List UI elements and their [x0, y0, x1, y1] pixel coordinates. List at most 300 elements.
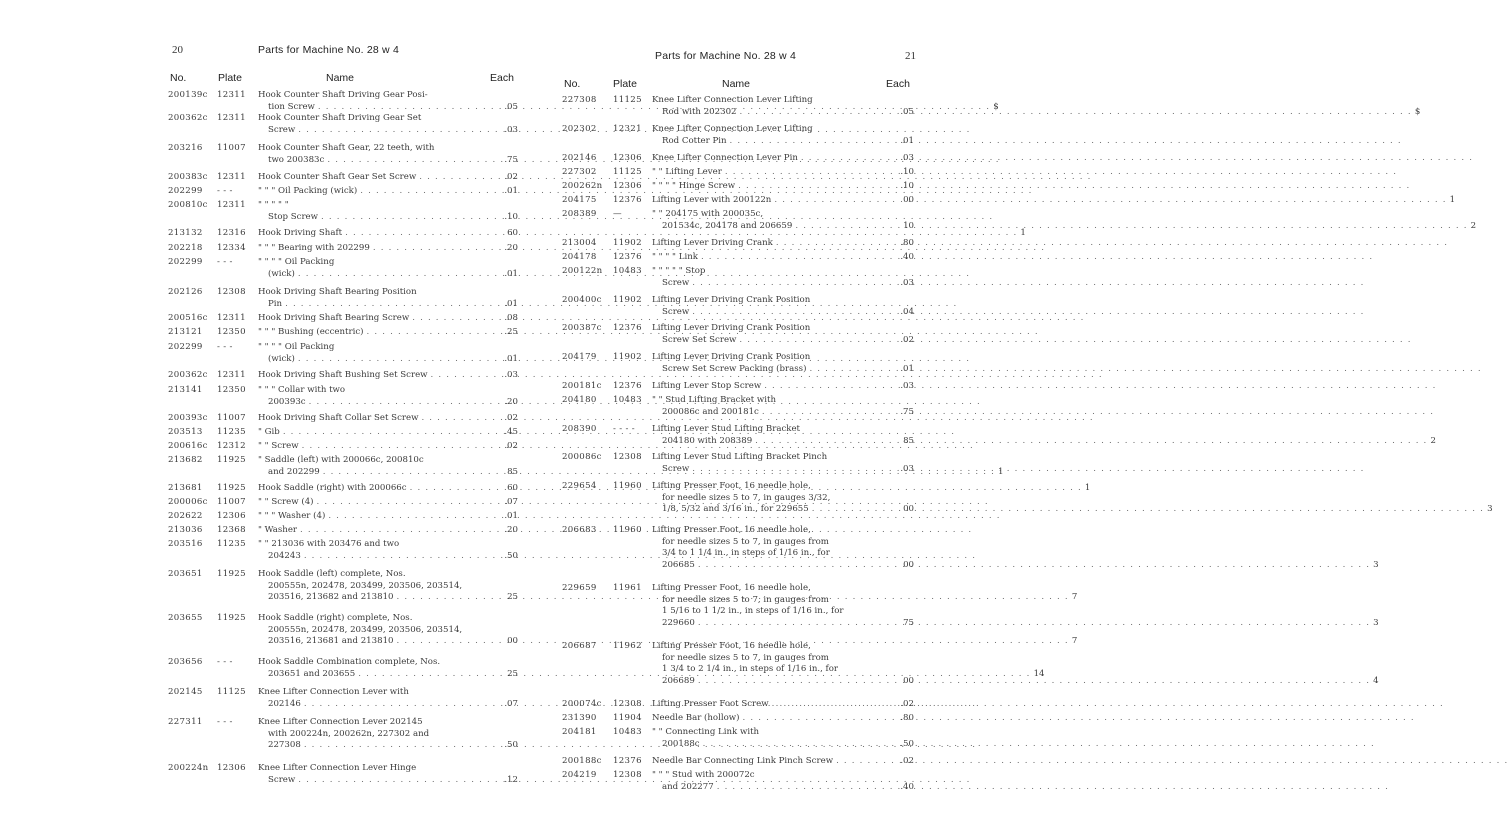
price-dollars: 1 — [1020, 228, 1026, 238]
part-name — [652, 195, 1456, 207]
part-name — [258, 687, 480, 710]
name-line — [652, 653, 884, 665]
name-line — [258, 569, 480, 581]
name-text: for needle sizes 5 to 7, in gauges 3/32, — [662, 492, 831, 503]
name-line — [258, 740, 480, 752]
name-text: Lifting Lever Driving Crank Position — [652, 352, 811, 362]
name-line — [652, 493, 884, 505]
price-each: 00 — [903, 675, 914, 686]
name-line — [258, 313, 480, 325]
name-text: Hook Saddle (right) with 200066c — [258, 483, 407, 493]
header-plate: Plate — [613, 78, 637, 90]
part-name — [652, 727, 884, 750]
name-line — [652, 407, 884, 419]
part-number: 202622 — [168, 511, 203, 521]
price-each: .02 — [900, 756, 914, 766]
leader-dots — [692, 278, 1364, 290]
price-dollars: 1 — [1084, 483, 1091, 493]
part-name — [258, 511, 480, 523]
price-each: .02 — [504, 413, 518, 423]
price-dollars: $ — [1414, 106, 1421, 117]
part-number: 203651 — [168, 569, 203, 579]
name-text: 1/8, 5/32 and 3/16 in., for 229655 — [662, 504, 809, 515]
part-number: 202146 — [562, 153, 597, 163]
name-line — [652, 537, 884, 549]
name-text: 227308 — [268, 740, 301, 751]
part-number: 200139c — [168, 90, 208, 100]
name-text: 204243 — [268, 550, 301, 561]
name-line — [652, 464, 884, 476]
name-line — [258, 763, 480, 775]
header-name: Name — [326, 72, 355, 84]
price-each: .03 — [900, 381, 914, 391]
part-number: 227308 — [562, 95, 597, 105]
name-text: Lifting Lever Stop Screw — [652, 381, 762, 391]
leader-dots — [701, 252, 1373, 264]
name-text: Knee Lifter Connection Lever Lifting — [652, 95, 813, 105]
part-number: 229659 — [562, 583, 597, 593]
name-line — [652, 395, 884, 407]
leader-dots — [740, 107, 1412, 119]
name-text: Hook Saddle Combination complete, Nos. — [258, 657, 441, 667]
name-line — [258, 455, 480, 467]
part-number: 200074c — [562, 699, 602, 709]
name-text: 201534c, 204178 and 206659 — [662, 220, 793, 231]
part-name — [652, 352, 884, 375]
part-number: 200400c — [562, 295, 602, 305]
plate-number: 11007 — [217, 497, 246, 507]
plate-number: 12376 — [613, 195, 642, 205]
name-text: Hook Driving Shaft Collar Set Screw — [258, 413, 419, 423]
name-text: " " Screw (4) — [258, 497, 314, 507]
leader-dots — [742, 713, 1414, 725]
page-number-right: 21 — [905, 50, 916, 62]
plate-number: 11007 — [217, 413, 246, 423]
part-number: 202299 — [168, 342, 203, 352]
name-line — [652, 136, 884, 148]
name-line — [652, 181, 884, 193]
price-each: 00 — [507, 636, 518, 647]
part-number: 204181 — [562, 727, 597, 737]
part-name — [652, 699, 884, 711]
price-each: 60 — [507, 483, 518, 493]
plate-number: 12350 — [217, 327, 246, 337]
leader-dots — [762, 407, 1434, 419]
name-text: Knee Lifter Connection Lever with — [258, 687, 409, 697]
leader-dots — [717, 782, 1389, 794]
plate-number: — — [613, 209, 622, 219]
plate-number: 11235 — [217, 427, 246, 437]
name-line — [652, 782, 884, 794]
name-text: " " " Bearing with 202299 — [258, 243, 370, 253]
name-line — [258, 539, 480, 551]
part-number: 200086c — [562, 452, 602, 462]
price-each: .80 — [900, 713, 914, 723]
name-line — [652, 641, 884, 653]
name-text: " " Lifting Lever — [652, 167, 722, 177]
name-line — [258, 155, 480, 167]
price-each: .08 — [504, 313, 518, 323]
leader-dots — [836, 756, 1508, 768]
plate-number: - - - — [217, 342, 233, 352]
plate-number: 12376 — [613, 323, 642, 333]
part-number: 203216 — [168, 143, 203, 153]
part-name — [258, 313, 480, 325]
part-number: 204179 — [562, 352, 597, 362]
price-each: .05 — [504, 101, 518, 112]
name-text: Hook Saddle (right) complete, Nos. — [258, 613, 413, 623]
name-text: Hook Driving Shaft Bearing Screw — [258, 313, 410, 323]
price-dollars: 4 — [1373, 675, 1379, 686]
part-number: 200616c — [168, 441, 208, 451]
name-line — [258, 581, 480, 593]
part-name — [652, 252, 884, 264]
part-number: 204219 — [562, 770, 597, 780]
part-name — [258, 342, 480, 365]
name-line — [258, 427, 480, 439]
plate-number: 12376 — [613, 756, 642, 766]
name-line — [258, 525, 480, 537]
part-name — [258, 200, 480, 223]
part-name — [258, 370, 480, 382]
name-text: Screw — [662, 306, 690, 317]
name-text: Lifting Presser Foot, 16 needle hole, — [652, 641, 811, 651]
leader-dots — [698, 618, 1370, 630]
part-number: 200387c — [562, 323, 602, 333]
part-number: 200262n — [562, 181, 603, 191]
price-each: .80 — [900, 238, 914, 248]
price-each: 25 — [507, 592, 518, 603]
name-text: 204180 with 208389 — [662, 435, 753, 446]
leader-dots — [739, 335, 1411, 347]
price-each: 75 — [903, 617, 914, 628]
name-line — [652, 364, 884, 376]
price-each: .03 — [504, 370, 518, 380]
name-line — [652, 278, 884, 290]
name-line — [258, 113, 480, 125]
price-each: .07 — [504, 698, 518, 709]
plate-number: 12306 — [217, 511, 246, 521]
name-text: Hook Counter Shaft Gear Set Screw — [258, 172, 417, 182]
price-each: .75 — [900, 406, 914, 417]
name-text: " " " " Link — [652, 252, 698, 262]
name-text: Screw — [268, 124, 296, 135]
plate-number: 11960 — [613, 481, 642, 491]
name-text: " " " Oil Packing (wick) — [258, 186, 358, 196]
plate-number: 11925 — [217, 483, 246, 493]
name-line — [258, 717, 480, 729]
name-line — [258, 212, 480, 224]
name-text: Lifting Presser Foot, 16 needle hole, — [652, 583, 811, 593]
plate-number: - - - — [217, 657, 233, 667]
price-each: .20 — [504, 396, 518, 407]
price-each: .40 — [900, 781, 914, 792]
part-number: 200006c — [168, 497, 208, 507]
part-number: 204175 — [562, 195, 597, 205]
name-line — [258, 200, 480, 212]
part-number: 213121 — [168, 327, 203, 337]
name-line — [652, 727, 884, 739]
part-number: 227311 — [168, 717, 203, 727]
plate-number: 11125 — [613, 167, 642, 177]
name-line — [258, 625, 480, 637]
part-number: 204180 — [562, 395, 597, 405]
part-name — [652, 124, 884, 147]
name-line — [258, 775, 480, 787]
plate-number: 12316 — [217, 228, 246, 238]
part-number: 202302 — [562, 124, 597, 134]
part-number: 200393c — [168, 413, 208, 423]
name-text: " Gib — [258, 427, 280, 437]
name-line — [258, 497, 480, 509]
name-line — [652, 252, 884, 264]
price-each: 00 — [903, 559, 914, 570]
price-each: .10 — [900, 167, 914, 177]
part-name — [258, 763, 480, 786]
plate-number: 11007 — [217, 143, 246, 153]
name-line — [258, 441, 480, 453]
name-text: 200086c and 200181c — [662, 406, 759, 417]
name-line — [258, 397, 480, 409]
name-line — [258, 511, 480, 523]
price-each: .02 — [900, 699, 914, 709]
part-number: 203513 — [168, 427, 203, 437]
name-line — [652, 583, 884, 595]
plate-number: 11902 — [613, 352, 642, 362]
price-each: .50 — [900, 738, 914, 749]
part-number: 200810c — [168, 200, 208, 210]
part-number: 202218 — [168, 243, 203, 253]
name-text: " " " Stud with 200072c — [652, 770, 755, 780]
price-each: .50 — [504, 550, 518, 561]
part-name — [652, 167, 884, 179]
name-text: and 202299 — [268, 466, 320, 477]
name-text: " " 213036 with 203476 and two — [258, 539, 400, 549]
plate-number: 11235 — [217, 539, 246, 549]
plate-number: 12334 — [217, 243, 246, 253]
plate-number: 12311 — [217, 313, 246, 323]
name-line — [652, 424, 884, 436]
name-line — [258, 327, 480, 339]
price-each: .10 — [900, 181, 914, 191]
plate-number: 12308 — [217, 287, 246, 297]
plate-number: 12376 — [613, 381, 642, 391]
name-text: Needle Bar (hollow) — [652, 713, 740, 723]
part-number: 200224n — [168, 763, 209, 773]
name-line — [652, 756, 884, 768]
plate-number: 12308 — [613, 699, 642, 709]
part-name — [258, 327, 480, 339]
name-text: and 202277 — [662, 781, 714, 792]
name-line — [258, 287, 480, 299]
name-text: Hook Driving Shaft Bushing Set Screw — [258, 370, 428, 380]
plate-number: 12306 — [613, 181, 642, 191]
header-no: No. — [170, 72, 187, 84]
name-text: for needle sizes 5 to 7, in gauges from — [662, 652, 829, 663]
name-line — [652, 525, 884, 537]
price-dollars: 3 — [1373, 617, 1379, 628]
price-each: .50 — [504, 740, 518, 751]
name-line — [652, 606, 884, 618]
name-text: tion Screw — [268, 101, 315, 112]
plate-number: 12311 — [217, 172, 246, 182]
plate-number: 12311 — [217, 200, 246, 210]
part-name — [258, 143, 480, 166]
name-text: Pin — [268, 298, 283, 309]
part-number: 200516c — [168, 313, 208, 323]
name-text: Lifting Lever Driving Crank — [652, 238, 773, 248]
name-text: Screw Set Screw Packing (brass) — [662, 363, 807, 374]
leader-dots — [755, 436, 1427, 448]
part-number: 203516 — [168, 539, 203, 549]
name-text: 203516, 213682 and 213810 — [268, 592, 394, 603]
part-number: 213004 — [562, 238, 597, 248]
name-line — [652, 713, 884, 725]
name-text: 1 5/16 to 1 1/2 in., in steps of 1/16 in., for — [662, 606, 844, 617]
plate-number: 10483 — [613, 395, 642, 405]
price-each: 85 — [507, 466, 518, 477]
name-line — [258, 342, 480, 354]
name-line — [258, 243, 480, 255]
name-line — [652, 481, 884, 493]
plate-number: 12376 — [613, 252, 642, 262]
name-line — [258, 172, 480, 184]
plate-number: - - - — [217, 717, 233, 727]
name-text: Screw Set Screw — [662, 334, 737, 345]
plate-number: 12306 — [217, 763, 246, 773]
leader-dots — [738, 181, 1410, 193]
name-line — [652, 664, 884, 676]
price-each: .03 — [504, 124, 518, 135]
part-name — [652, 295, 884, 318]
part-name — [652, 238, 884, 250]
price-each: .25 — [504, 327, 518, 337]
name-line — [652, 452, 884, 464]
name-line — [652, 548, 884, 560]
name-line — [258, 613, 480, 625]
part-name — [652, 395, 884, 418]
name-line — [652, 209, 884, 221]
name-text: Lifting Lever Stud Lifting Bracket Pinch — [652, 452, 828, 462]
price-each: .05 — [900, 106, 914, 117]
name-text: Stop Screw — [268, 211, 318, 222]
plate-number: 12306 — [613, 153, 642, 163]
name-line — [652, 307, 884, 319]
name-text: " " Stud Lifting Bracket with — [652, 395, 777, 405]
leader-dots — [764, 381, 1436, 393]
name-text: " " " " Hinge Screw — [652, 181, 736, 191]
plate-number: 11925 — [217, 613, 246, 623]
leader-dots — [776, 238, 1448, 250]
name-text: 1 3/4 to 2 1/4 in., in steps of 1/16 in., for — [662, 664, 839, 675]
page-number-left: 20 — [172, 44, 183, 56]
name-line — [652, 195, 1456, 207]
name-text: for needle sizes 5 to 7, in gauges from — [662, 594, 829, 605]
part-name — [258, 172, 480, 184]
plate-number: 12311 — [217, 90, 246, 100]
price-each: .03 — [900, 277, 914, 288]
name-text: Needle Bar Connecting Link Pinch Screw — [652, 756, 834, 766]
leader-dots — [692, 464, 1364, 476]
price-each: .03 — [900, 153, 914, 163]
part-name — [652, 770, 884, 793]
name-text: " " " Collar with two — [258, 385, 346, 395]
price-each: .20 — [504, 243, 518, 253]
price-each: .12 — [504, 774, 518, 785]
part-number: 202145 — [168, 687, 203, 697]
leader-dots — [698, 676, 1370, 688]
price-dollars: 3 — [1373, 559, 1379, 570]
name-text: Hook Counter Shaft Driving Gear Set — [258, 113, 422, 123]
price-each: 10 — [903, 220, 914, 231]
name-text: " " Connecting Link with — [652, 727, 760, 737]
name-text: " " " " " Stop — [652, 266, 706, 276]
price-each: 00 — [903, 504, 914, 515]
name-text: for needle sizes 5 to 7, in gauges from — [662, 536, 829, 547]
price-each: .07 — [504, 497, 518, 507]
name-line — [652, 167, 884, 179]
price-each: .01 — [504, 186, 518, 196]
plate-number: 11960 — [613, 525, 642, 535]
name-text: 203651 and 203655 — [268, 668, 356, 679]
part-number: 231390 — [562, 713, 597, 723]
leader-dots — [698, 560, 1370, 572]
name-text: (wick) — [268, 268, 295, 279]
name-text: 200393c — [268, 396, 306, 407]
price-each: .01 — [504, 268, 518, 279]
header-each: Each — [490, 72, 514, 84]
plate-number: 11125 — [217, 687, 246, 697]
price-each: .75 — [504, 154, 518, 165]
part-number: 213036 — [168, 525, 203, 535]
name-text: " " " Bushing (eccentric) — [258, 327, 364, 337]
name-text: Knee Lifter Connection Lever Pin — [652, 153, 798, 163]
price-each: .03 — [900, 463, 914, 474]
name-text: Knee Lifter Connection Lever 202145 — [258, 717, 423, 727]
name-text: Hook Counter Shaft Driving Gear Posi- — [258, 90, 428, 100]
price-each: 25 — [507, 668, 518, 679]
part-number: 200362c — [168, 370, 208, 380]
price-each: .40 — [900, 252, 914, 262]
name-line — [258, 90, 480, 102]
name-text: " " " " Oil Packing — [258, 342, 335, 352]
header-no: No. — [564, 78, 581, 90]
name-text: Screw — [662, 277, 690, 288]
name-text: Knee Lifter Connection Lever Hinge — [258, 763, 417, 773]
plate-number: - - - — [217, 186, 233, 196]
part-number: 213141 — [168, 385, 203, 395]
price-dollars: 7 — [1071, 636, 1078, 647]
plate-number: 12312 — [217, 441, 246, 451]
name-line — [258, 125, 480, 137]
part-name — [258, 525, 480, 537]
name-line — [652, 335, 884, 347]
name-text: with 200224n, 200262n, 227302 and — [268, 728, 430, 739]
name-text: " Washer — [258, 525, 298, 535]
name-line — [652, 595, 884, 607]
leader-dots — [772, 699, 1444, 711]
part-number: 200383c — [168, 172, 208, 182]
name-line — [258, 186, 480, 198]
price-dollars: $ — [993, 101, 999, 112]
price-each: 85 — [903, 435, 914, 446]
name-line — [652, 770, 884, 782]
leader-dots — [692, 307, 1364, 319]
name-text: 200555n, 202478, 203499, 203506, 203514, — [268, 580, 463, 591]
name-text: 200555n, 202478, 203499, 203506, 203514, — [268, 624, 463, 635]
plate-number: 10483 — [613, 266, 642, 276]
part-number: 213132 — [168, 228, 203, 238]
